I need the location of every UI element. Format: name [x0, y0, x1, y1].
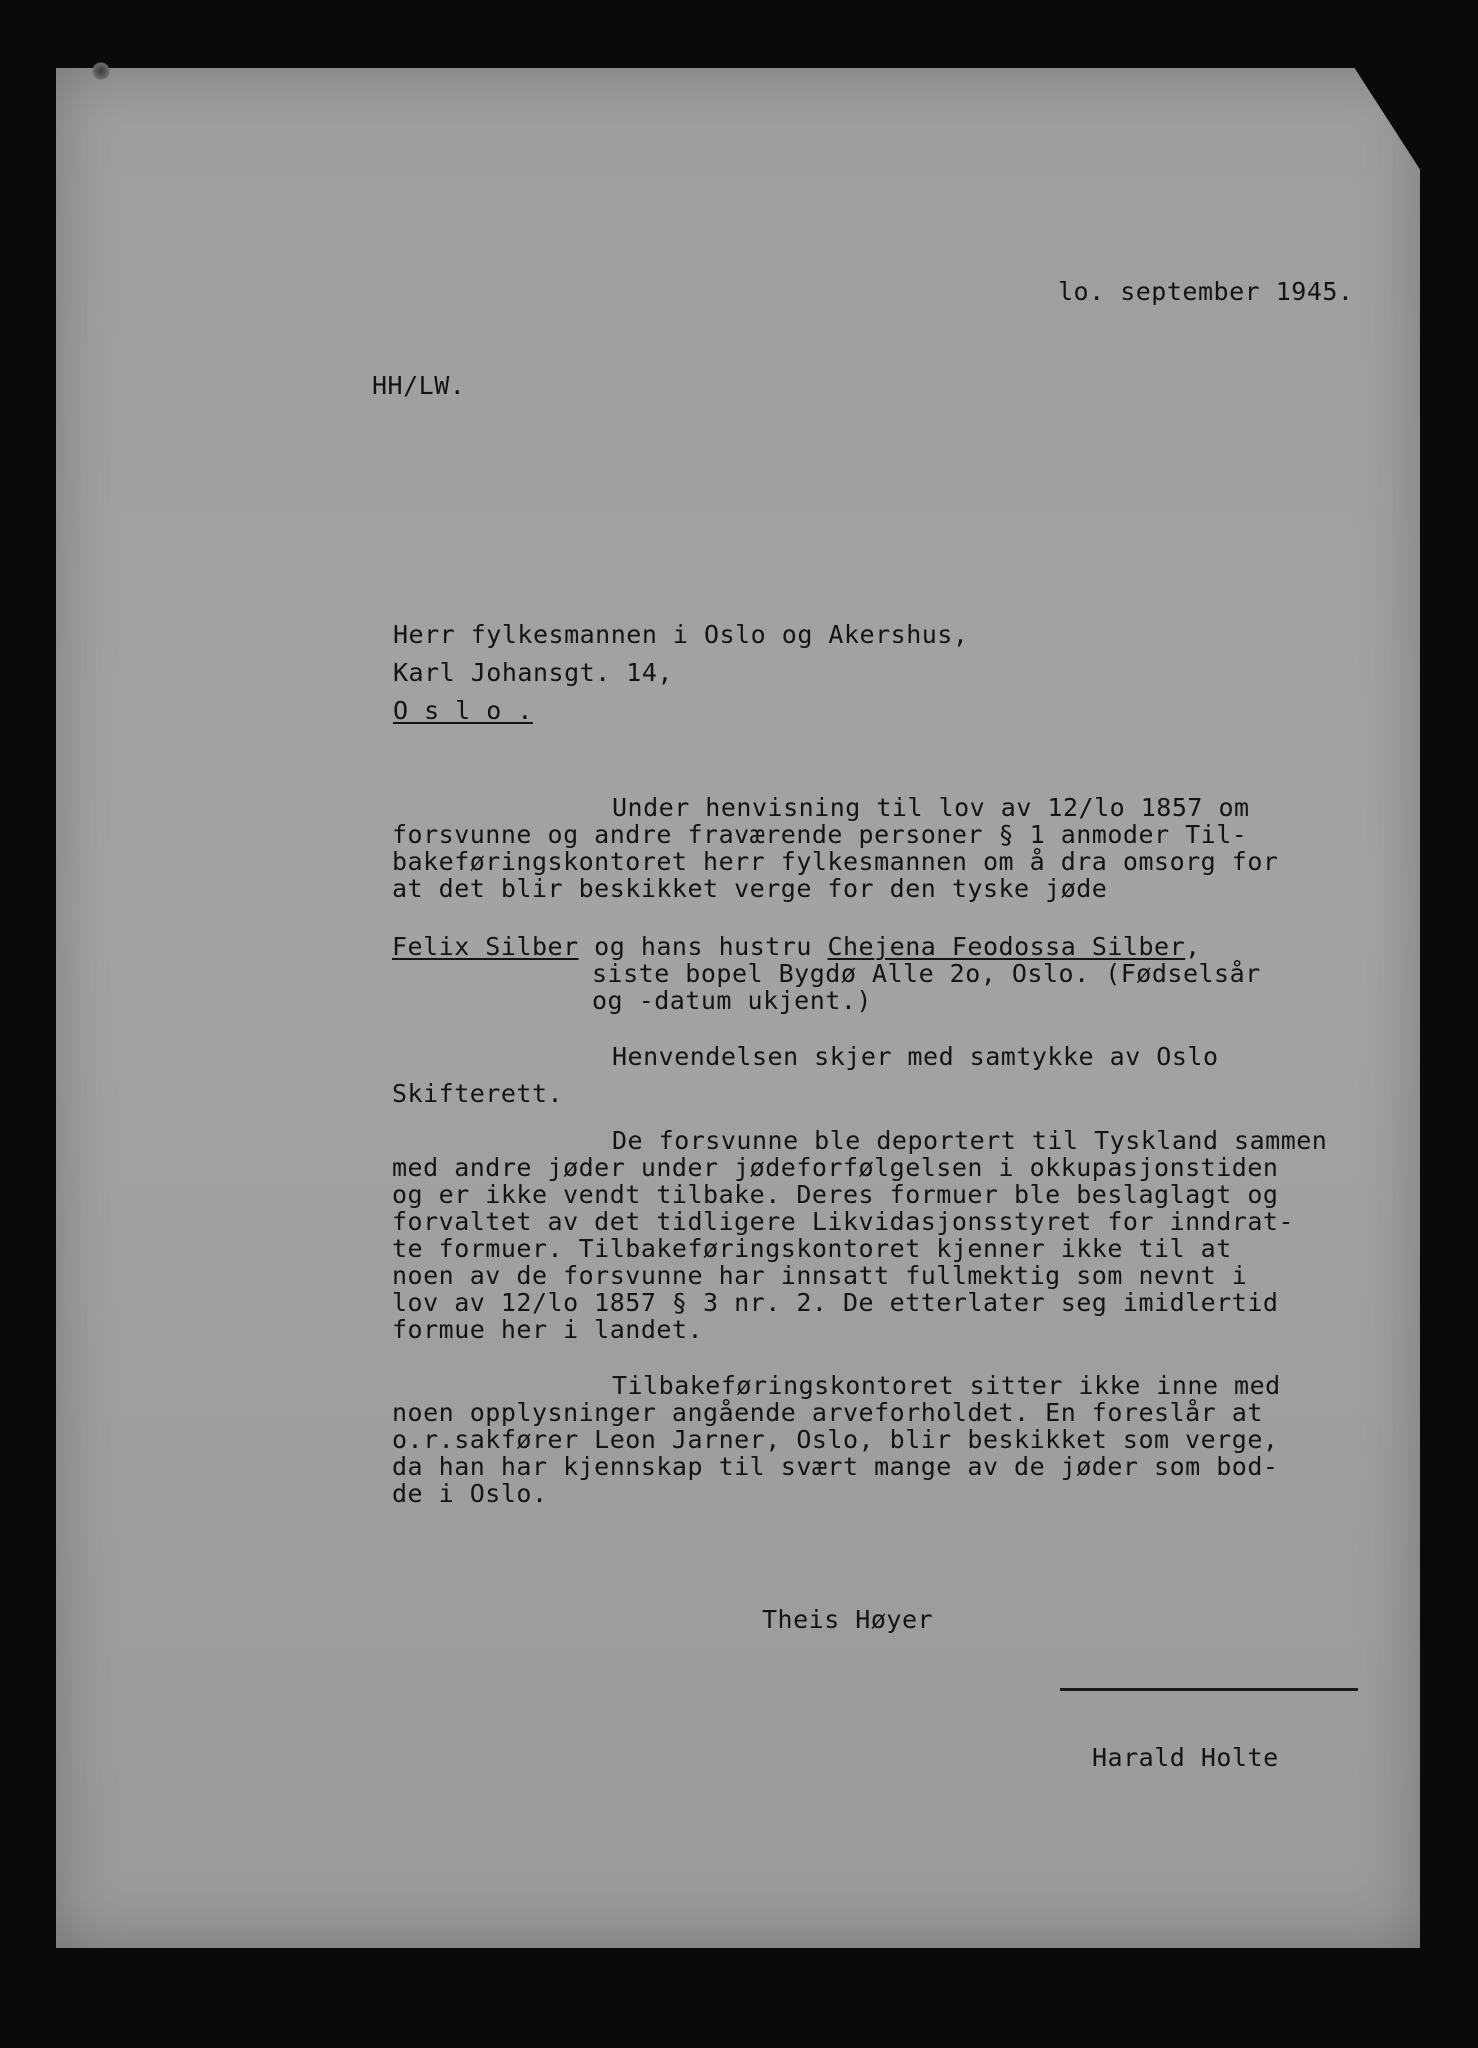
para1-line-3: bakeføringskontoret herr fylkesmannen om å dra omsorg for	[392, 847, 1279, 876]
recipient-line-1: Herr fylkesmannen i Oslo og Akershus,	[393, 620, 969, 649]
recipient-line-3: O s l o .	[393, 696, 533, 725]
persons-line-2: siste bopel Bygdø Alle 2o, Oslo. (Fødselsår	[592, 959, 1261, 988]
para2-line-2: Skifterett.	[392, 1079, 564, 1108]
para4-line-3: o.r.sakfører Leon Jarner, Oslo, blir beskikket som verge,	[392, 1425, 1279, 1454]
recipient-line-2: Karl Johansgt. 14,	[393, 658, 673, 687]
signature-line	[1060, 1688, 1358, 1691]
para3-line-7: lov av 12/lo 1857 § 3 nr. 2. De etterlater seg imidlertid	[392, 1288, 1279, 1317]
para4-line-1: Tilbakeføringskontoret sitter ikke inne med	[612, 1371, 1281, 1400]
para1-line-2: forsvunne og andre fraværende personer § 1 anmoder Til-	[392, 820, 1248, 849]
para1-line-4: at det blir beskikket verge for den tyske jøde	[392, 874, 1108, 903]
persons-connector: og hans hustru	[578, 932, 828, 961]
para1-line-1: Under henvisning til lov av 12/lo 1857 om	[612, 793, 1250, 822]
para4-line-2: noen opplysninger angående arveforholdet. En foreslår at	[392, 1398, 1263, 1427]
signature-harald-holte: Harald Holte	[1092, 1743, 1279, 1772]
para3-line-3: og er ikke vendt tilbake. Deres formuer ble beslaglagt og	[392, 1180, 1279, 1209]
para2-line-1: Henvendelsen skjer med samtykke av Oslo	[612, 1042, 1219, 1071]
para4-line-4: da han har kjennskap til svært mange av de jøder som bod-	[392, 1452, 1279, 1481]
para3-line-8: formue her i landet.	[392, 1315, 704, 1344]
signature-theis-hoyer: Theis Høyer	[762, 1605, 934, 1634]
persons-comma: ,	[1185, 932, 1201, 961]
person-name-2: Chejena Feodossa Silber	[827, 932, 1186, 961]
para3-line-4: forvaltet av det tidligere Likvidasjonsstyret for inndrat-	[392, 1207, 1294, 1236]
reference-code: HH/LW.	[372, 371, 466, 400]
letter-date: lo. september 1945.	[1058, 277, 1354, 306]
para3-line-6: noen av de forsvunne har innsatt fullmektig som nevnt i	[392, 1261, 1248, 1290]
para4-line-5: de i Oslo.	[392, 1479, 548, 1508]
paper-speck	[92, 62, 110, 80]
persons-line-3: og -datum ukjent.)	[592, 986, 872, 1015]
para3-line-5: te formuer. Tilbakeføringskontoret kjenner ikke til at	[392, 1234, 1232, 1263]
para3-line-2: med andre jøder under jødeforfølgelsen i okkupasjonstiden	[392, 1153, 1279, 1182]
para3-line-1: De forsvunne ble deportert til Tyskland sammen	[612, 1126, 1328, 1155]
person-name-1: Felix Silber	[392, 932, 579, 961]
persons-line-1	[392, 934, 1201, 960]
